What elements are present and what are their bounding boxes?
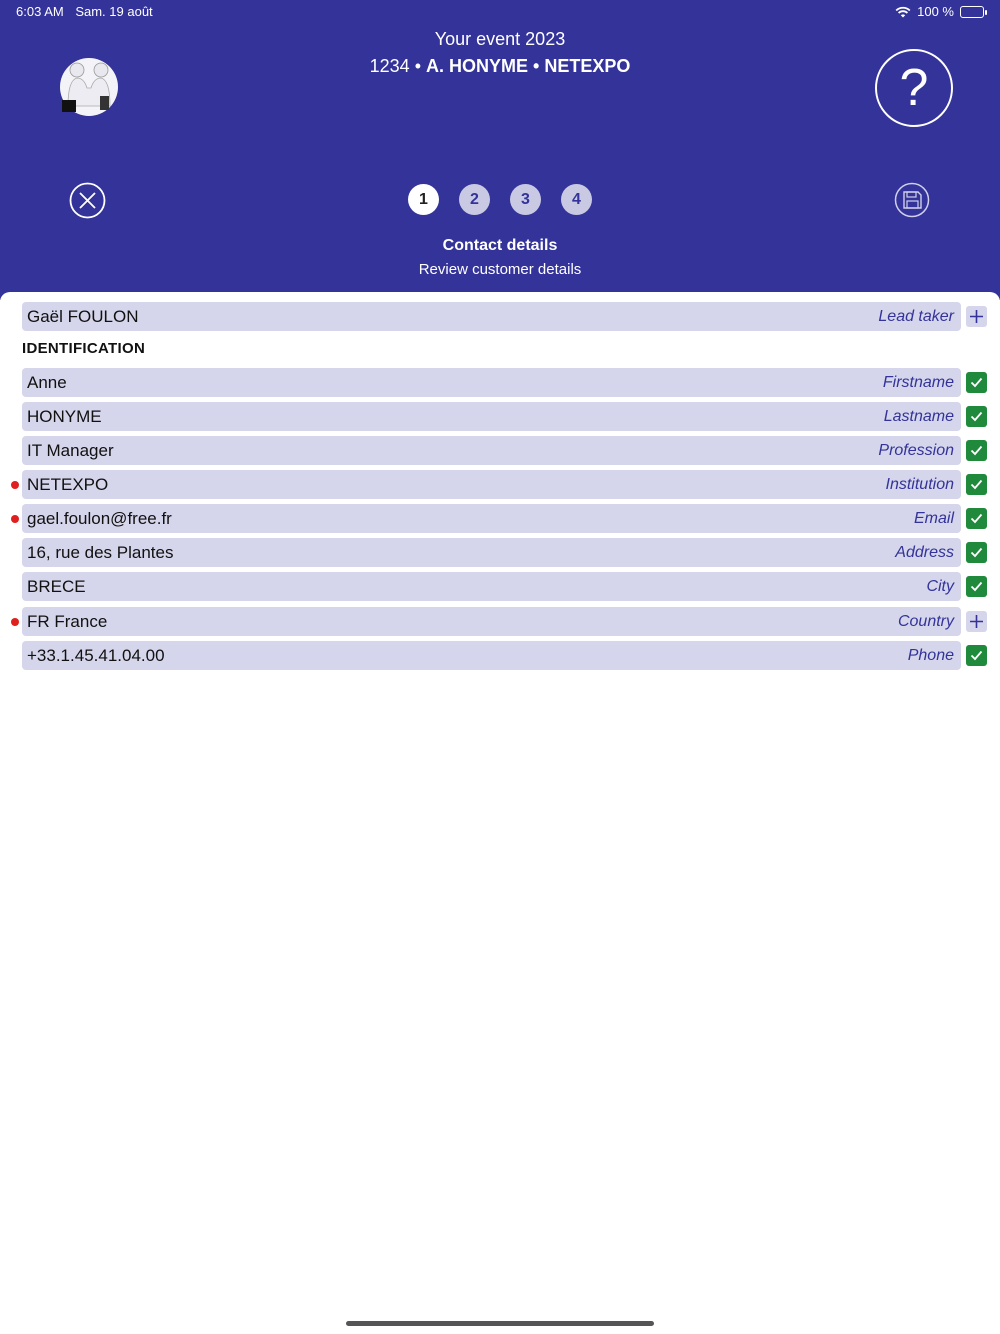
plus-icon: [968, 308, 985, 325]
field-label: Firstname: [882, 373, 954, 391]
status-date: Sam. 19 août: [75, 4, 153, 19]
separator: •: [528, 56, 545, 76]
app-header: [0, 0, 1000, 300]
firstname-field[interactable]: [22, 368, 961, 397]
field-label: Profession: [878, 441, 954, 459]
checkmark-icon: [969, 648, 984, 663]
city-checkbox[interactable]: [966, 576, 987, 597]
save-button[interactable]: [894, 182, 930, 218]
lastname-field[interactable]: [22, 402, 961, 431]
help-button[interactable]: [875, 49, 953, 127]
close-button[interactable]: [69, 182, 106, 219]
field-value: +33.1.45.41.04.00: [27, 645, 165, 665]
wifi-icon: [895, 6, 911, 18]
address-field[interactable]: [22, 538, 961, 567]
phone-checkbox[interactable]: [966, 645, 987, 666]
checkmark-icon: [969, 477, 984, 492]
country-add-button[interactable]: [966, 611, 987, 632]
section-title: Contact details: [442, 237, 558, 254]
step-2[interactable]: 2: [459, 184, 490, 215]
step-1[interactable]: 1: [408, 184, 439, 215]
status-time: 6:03 AM: [16, 4, 64, 19]
home-indicator[interactable]: [346, 1321, 654, 1326]
required-indicator: [11, 515, 19, 523]
address-checkbox[interactable]: [966, 542, 987, 563]
step-4[interactable]: 4: [561, 184, 592, 215]
field-label: Address: [895, 543, 954, 561]
field-label: Lastname: [883, 407, 954, 425]
status-bar-right: [895, 4, 984, 19]
city-field[interactable]: [22, 572, 961, 601]
checkmark-icon: [969, 375, 984, 390]
required-indicator: [11, 618, 19, 626]
lead-taker-add-button[interactable]: [966, 306, 987, 327]
contact-id: 1234: [369, 56, 410, 76]
profession-checkbox[interactable]: [966, 440, 987, 461]
battery-icon: [960, 6, 984, 18]
checkmark-icon: [969, 511, 984, 526]
institution-field[interactable]: [22, 470, 961, 499]
contact-name: A. HONYME: [426, 56, 529, 76]
identification-heading: IDENTIFICATION: [22, 340, 146, 357]
contact-company: NETEXPO: [544, 56, 631, 76]
step-indicator: [408, 184, 592, 215]
separator: •: [409, 56, 426, 76]
checkmark-icon: [969, 443, 984, 458]
question-icon: ?: [899, 59, 929, 117]
phone-field[interactable]: [22, 641, 961, 670]
section-subtitle: Review customer details: [418, 261, 582, 278]
field-value: IT Manager: [27, 440, 114, 460]
step-3[interactable]: 3: [510, 184, 541, 215]
field-value: 16, rue des Plantes: [27, 542, 174, 562]
field-label: City: [926, 577, 954, 595]
plus-icon: [968, 613, 985, 630]
institution-checkbox[interactable]: [966, 474, 987, 495]
field-value: Anne: [27, 372, 67, 392]
checkmark-icon: [969, 409, 984, 424]
event-title: Your event 2023: [434, 29, 566, 49]
email-field[interactable]: [22, 504, 961, 533]
battery-percent: 100 %: [917, 4, 954, 19]
lastname-checkbox[interactable]: [966, 406, 987, 427]
contact-summary: [0, 56, 1000, 77]
floppy-disk-icon: [894, 182, 930, 218]
field-label: Institution: [885, 475, 954, 493]
country-field[interactable]: [22, 607, 961, 636]
checkmark-icon: [969, 545, 984, 560]
field-label: Phone: [907, 646, 954, 664]
field-value: BRECE: [27, 576, 86, 596]
required-indicator: [11, 481, 19, 489]
field-label: Email: [913, 509, 954, 527]
field-value: FR France: [27, 611, 108, 631]
field-value: Gaël FOULON: [27, 306, 139, 326]
field-value: NETEXPO: [27, 474, 109, 494]
field-label: Lead taker: [878, 307, 954, 325]
field-value: HONYME: [27, 406, 102, 426]
field-label: Country: [897, 612, 954, 630]
lead-taker-field[interactable]: [22, 302, 961, 331]
status-bar-left: [16, 4, 153, 19]
close-icon: [69, 182, 106, 219]
checkmark-icon: [969, 579, 984, 594]
email-checkbox[interactable]: [966, 508, 987, 529]
profession-field[interactable]: [22, 436, 961, 465]
firstname-checkbox[interactable]: [966, 372, 987, 393]
field-value: gael.foulon@free.fr: [27, 508, 172, 528]
